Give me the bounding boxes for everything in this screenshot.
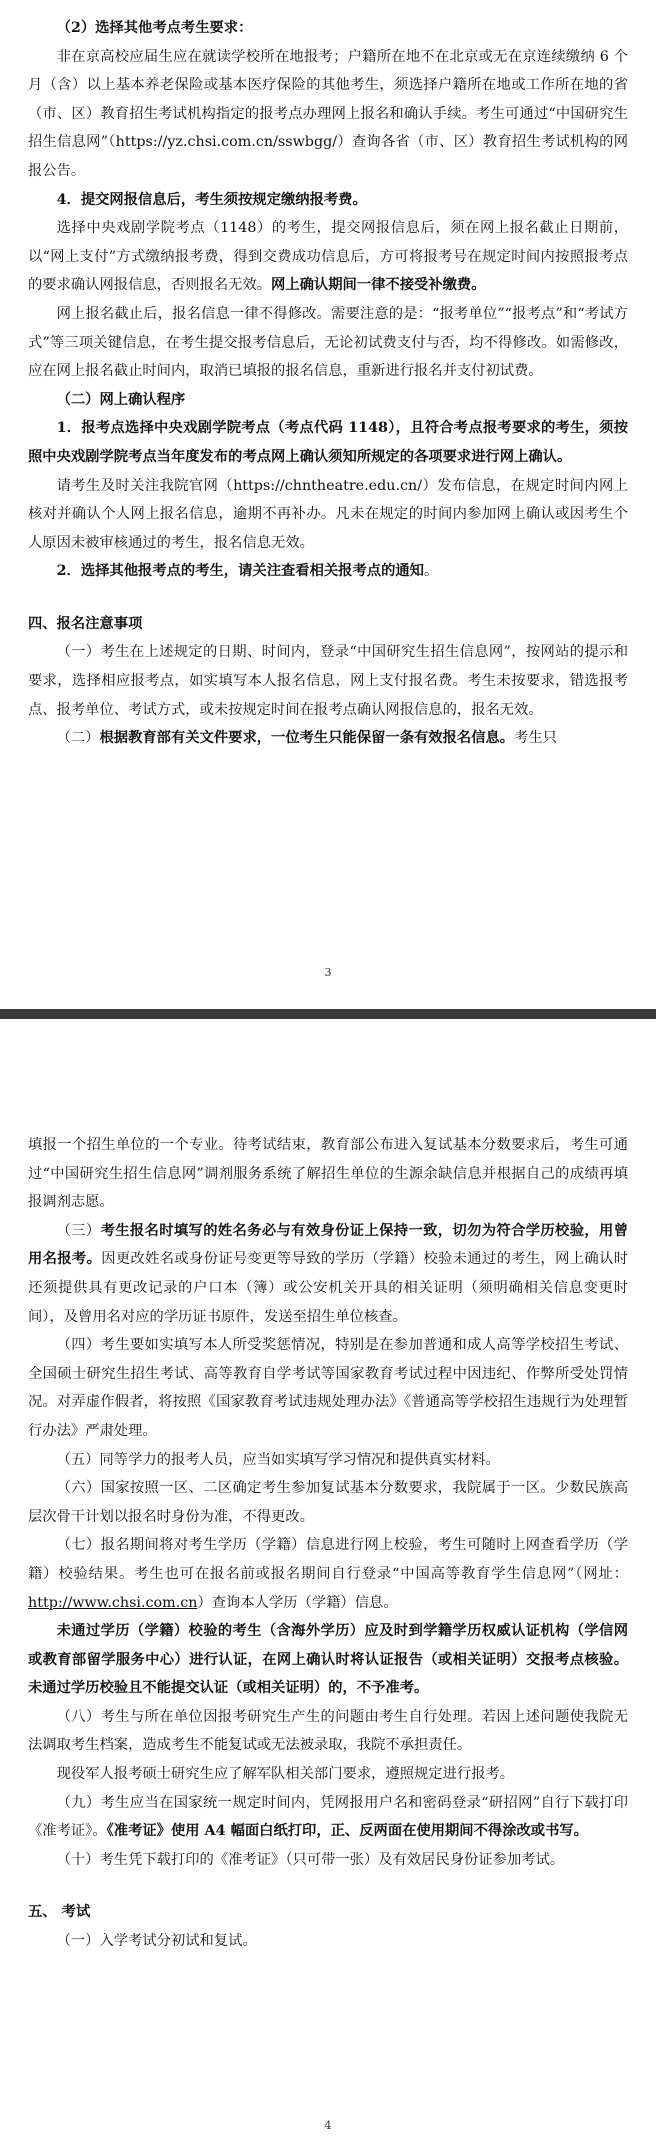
paragraph-confirmation-step-2 [28, 557, 628, 586]
paragraph-note-9 [28, 1789, 628, 1846]
note-7-text-end: ）查询本人学历（学籍）信息。 [197, 1594, 398, 1611]
paragraph-non-beijing-requirements: 非在京高校应届生应在就读学校所在地报考；户籍所在地不在北京或无在京连续缴纳 6 个月（含）以上基本养老保险或基本医疗保险的其他考生，须选择户籍所在地或工作所在地的省（市、区）教育招生考试机构指定的报考点办理网上报名和确认手续。考生可通过“中国研究生招生信息网”（https://yz.chsi.com.cn/sswbgg/）查询各省（市、区）教育招生考试机构的网报公告。 [28, 48, 628, 179]
note-3-bold-text: 考生报名时填写的姓名务必与有效身份证上保持一致，切勿为符合学历校验，用曾用名报考。 [28, 1222, 628, 1268]
paragraph-note-6: （六）国家按照一区、二区确定考生参加复试基本分数要求，我院属于一区。少数民族高层次骨干计划以报名时身份为准，不得更改。 [28, 1480, 628, 1525]
page-number-4: 4 [324, 2119, 332, 2132]
section-heading-online-confirmation: （二）网上确认程序 [56, 391, 186, 408]
paragraph-note-7 [28, 1531, 628, 1617]
note-2-number: （二） [56, 730, 100, 747]
paragraph-fee-payment [28, 214, 628, 300]
fee-payment-bold-note: 网上确认期间一律不接受补缴费。 [271, 277, 486, 294]
paragraph-note-5: （五）同等学力的报考人员，应当如实填写学习情况和提供真实材料。 [56, 1451, 500, 1468]
paragraph-note-10: （十）考生凭下载打印的《准考证》（只可带一张）及有效居民身份证参加考试。 [56, 1851, 565, 1868]
section-heading-exam: 五、 考试 [28, 1904, 91, 1921]
section-heading-registration-notes: 四、报名注意事项 [28, 615, 143, 632]
step-2-bold-text: 2．选择其他报考点的考生，请关注查看相关报考点的通知 [56, 563, 424, 580]
sub-heading-fee-payment: 4．提交网报信息后，考生须按规定缴纳报考费。 [56, 191, 367, 208]
paragraph-no-modification: 网上报名截止后，报名信息一律不得修改。需要注意的是：“报考单位”“报考点”和“考试方式”等三项关键信息，在考生提交报考信息后，无论初试费支付与否，均不得修改。如需修改，应在网上报名截止时间内，取消已填报的报名信息，重新进行报名并支付初试费。 [28, 305, 628, 380]
note-9-bold-text: 《准考证》使用 A4 幅面白纸打印，正、反两面在使用期间不得涂改或书写。 [106, 1823, 588, 1840]
page-separator [0, 1009, 656, 1019]
note-9-text: （九）考生应当在国家统一规定时间内，凭网报用户名和密码登录“研招网”自行下载打印《准考证》。 [28, 1794, 628, 1840]
paragraph-note-8: （八）考生与所在单位因报考研究生产生的问题由考生自行处理。若因上述问题使我院无法调取考生档案，造成考生不能复试或无法被录取，我院不承担责任。 [28, 1708, 628, 1754]
note-2-bold-text: 根据教育部有关文件要求，一位考生只能保留一条有效报名信息。 [99, 730, 515, 747]
step-2-period: 。 [423, 563, 439, 580]
sub-heading-other-exam-site: （2）选择其他考点考生要求： [56, 20, 253, 36]
fee-payment-text: 选择中央戏剧学院考点（1148）的考生，提交网报信息后，须在网上报名截止日期前，以“网上支付”方式缴纳报考费，得到交费成功信息后，方可将报考号在规定时间内按照报考点的要求确认网报信息，否则报名无效。 [28, 220, 628, 294]
paragraph-note-2-continued: 填报一个招生单位的一个专业。待考试结束，教育部公布进入复试基本分数要求后，考生可通过“中国研究生招生信息网”调剂服务系统了解招生单位的生源余缺信息并根据自己的成绩再填报调剂志愿。 [28, 1137, 628, 1211]
note-7-text: （七）报名期间将对考生学历（学籍）信息进行网上校验，考生可随时上网查看学历（学籍）校验结果。考生也可在报名前或报名期间自行登录“中国高等教育学生信息网”（网址： [28, 1537, 628, 1582]
paragraph-note-2 [28, 724, 628, 753]
paragraph-official-website-notice: 请考生及时关注我院官网（https://chntheatre.edu.cn/）发布信息，在规定时间内网上核对并确认个人网上报名信息，逾期不再补办。凡未在规定的时间内参加网上确认或因考生个人原因未被审核通过的考生，报名信息无效。 [28, 477, 628, 551]
note-2-continuation: 考生只 [514, 730, 557, 747]
paragraph-degree-verification: 未通过学历（学籍）校验的考生（含海外学历）应及时到学籍学历权威认证机构（学信网或教育部留学服务中心）进行认证，在网上确认时将认证报告（或相关证明）交报考点核验。未通过学历校验且不能提交认证（或相关证明）的，不予准考。 [28, 1623, 628, 1697]
note-3-number: （三） [56, 1222, 101, 1239]
paragraph-note-1: （一）考生在上述规定的日期、时间内，登录“中国研究生招生信息网”，按网站的提示和要求，选择相应报考点，如实填写本人报名信息，网上支付报名费。考生未按要求，错选报考点、报考单位、考试方式，或未按规定时间在报考点确认网报信息的，报名无效。 [28, 644, 628, 718]
paragraph-confirmation-step-1: 1．报考点选择中央戏剧学院考点（考点代码 1148），且符合考点报考要求的考生，须按照中央戏剧学院考点当年度发布的考点网上确认须知所规定的各项要求进行网上确认。 [28, 420, 628, 465]
paragraph-note-3 [28, 1217, 628, 1331]
document-page-4 [0, 1019, 656, 2145]
note-3-text: 因更改姓名或身份证号变更等导致的学历（学籍）校验未通过的考生，网上确认时还须提供具有更改记录的户口本（簿）或公安机关开具的相关证明（须明确相关信息变更时间），及曾用名对应的学历证书原件，发送至招生单位核查。 [28, 1251, 629, 1325]
chsi-link[interactable]: http://www.chsi.com.cn [28, 1594, 198, 1611]
page-number-3: 3 [324, 966, 332, 979]
paragraph-military-applicants: 现役军人报考硕士研究生应了解军队相关部门要求，遵照规定进行报考。 [56, 1766, 515, 1783]
document-page-3 [0, 0, 656, 1009]
paragraph-exam-1: （一）入学考试分初试和复试。 [56, 1933, 257, 1950]
paragraph-note-4: （四）考生要如实填写本人所受奖惩情况，特别是在参加普通和成人高等学校招生考试、全国硕士研究生招生考试、高等教育自学考试等国家教育考试过程中因违纪、作弊所受处罚情况。对弄虚作假者，将按照《国家教育考试违规处理办法》《普通高等学校招生违规行为处理暂行办法》严肃处理。 [28, 1337, 628, 1439]
